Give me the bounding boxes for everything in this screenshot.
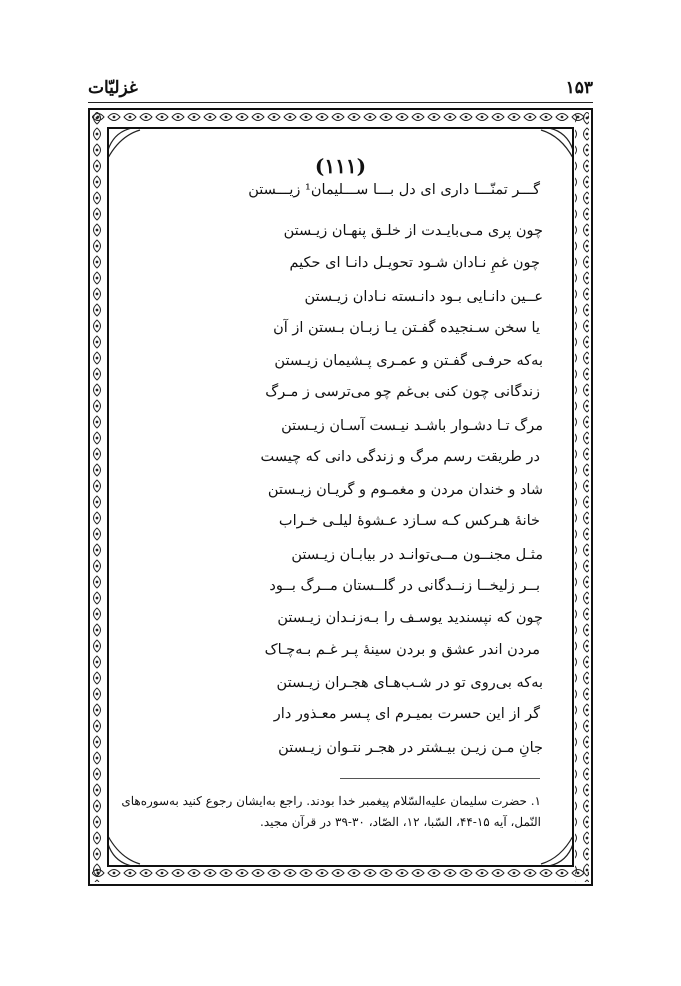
verse-line-17: گر از این حسرت بمیـرم ای پـسر معـذور دار	[273, 706, 540, 722]
footnote-line-1: ۱. حضرت سلیمان علیه‌السّلام پیغمبر خدا بودند. راجع به‌ایشان رجوع کنید به‌سوره‌های	[121, 794, 541, 808]
footnote-line-2: النّمل، آیه ۱۵-۴۴، السّبا، ۱۲، الصّاد، ۳۰-۳۹ در قرآن مجید.	[260, 815, 541, 829]
verse-line-10: شاد و خندان مردن و مغمـوم و گریـان زیـستن	[267, 482, 543, 498]
header-rule	[88, 102, 593, 103]
ornament-top	[92, 112, 589, 126]
verse-line-5: یا سخن سـنجیده گفـتن یـا زبـان بـستن از آن	[273, 320, 540, 336]
verse-line-13: بــر زلیخــا زنــدگانی در گلــستان مــرگ بــود	[269, 578, 540, 594]
page-number: ۱۵۳	[565, 78, 593, 98]
verse-line-15: مردن اندر عشق و بردن سینهٔ پـر غـم بـه‌چـاک	[264, 642, 540, 658]
verse-line-16: به‌که بی‌روی تو در شـب‌هـای هجـران زیـستن	[276, 675, 543, 691]
verse-line-6: به‌که حرفـی گفـتن و عمـری پـشیمان زیـستن	[274, 353, 543, 369]
section-title: غزلیّات	[88, 78, 138, 98]
footnote-rule	[340, 778, 540, 779]
ornament-left	[92, 112, 106, 882]
verse-line-3: چون غمِ نـادان شـود تحویـل دانـا ای حکیم	[289, 255, 540, 271]
verse-line-12: مثـل مجنــون مــی‌توانـد در بیابـان زیـستن	[291, 547, 543, 563]
ornament-right	[575, 112, 589, 882]
verse-line-4: عــین دانـایی بـود دانـسته نـادان زیـستن	[304, 289, 543, 305]
verse-line-2: چون پری مـی‌بایـدت از خلـق پنهـان زیـستن	[283, 223, 543, 239]
verse-line-18: جانِ مـن زیـن بیـشتر در هجـر نتـوان زیـستن	[278, 740, 543, 756]
verse-line-1: گـــر تمنّـــا داری ای دل بـــا ســـلیمان¹ زیـــستن	[248, 182, 540, 198]
verse-line-14: چون که نپسندید یوسـف را بـه‌زنـدان زیـستن	[277, 610, 543, 626]
ornament-bottom	[92, 868, 589, 882]
verse-line-11: خانهٔ هـرکس کـه سـازد عـشوهٔ لیلـی خـراب	[278, 513, 540, 529]
poem-number: (۱۱۱)	[314, 154, 367, 178]
verse-line-8: مرگ تـا دشـوار باشـد نیـست آسـان زیـستن	[281, 418, 543, 434]
verse-line-7: زندگانی چون کنی بی‌غم چو می‌ترسی ز مـرگ	[265, 384, 540, 400]
verse-line-9: در طریقت رسم مرگ و زندگی دانی که چیست	[260, 449, 540, 465]
